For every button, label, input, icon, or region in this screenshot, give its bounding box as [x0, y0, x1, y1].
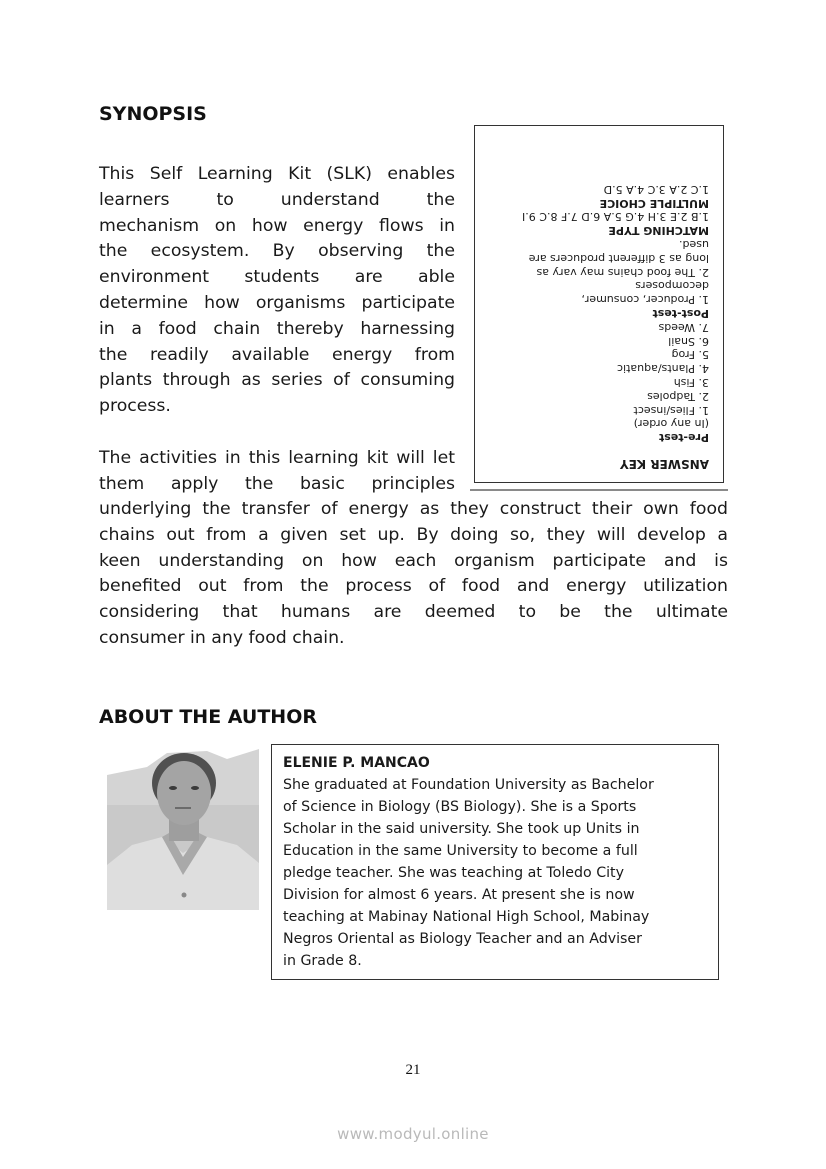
answer-key-title: ANSWER KEY	[619, 457, 709, 471]
pretest-item: 3. Fish	[673, 376, 709, 390]
text-line: learners to understand the	[99, 189, 455, 210]
pretest-note: (In any order)	[633, 417, 709, 431]
bio-line: Negros Oriental as Biology Teacher and an Adviser	[283, 931, 642, 947]
text-line: keen understanding on how each organism participate and is	[99, 550, 728, 571]
posttest-item: 1. Producer, consumer,	[581, 293, 709, 307]
bio-line: Education in the same University to become a full	[283, 843, 638, 859]
pretest-item: 5. Frog	[671, 348, 709, 362]
author-bio-box	[271, 744, 719, 980]
posttest-label: Post-test	[652, 307, 709, 321]
posttest-item: used.	[679, 238, 709, 252]
text-line: consumer in any food chain.	[99, 627, 345, 648]
multiple-choice-answers: 1.C 2.A 3.C 4.A 5.D	[603, 182, 709, 196]
divider-line	[470, 489, 728, 491]
pretest-label: Pre-test	[658, 431, 709, 445]
bio-line: Division for almost 6 years. At present she is now	[283, 887, 635, 903]
posttest-item: long as 3 different producers are	[528, 251, 709, 265]
posttest-item: decomposers	[635, 279, 709, 293]
synopsis-heading: SYNOPSIS	[99, 103, 207, 125]
bio-line: pledge teacher. She was teaching at Toledo City	[283, 865, 625, 881]
bio-line: of Science in Biology (BS Biology). She is a Sports	[283, 799, 637, 815]
text-line: them apply the basic principles	[99, 473, 455, 494]
pretest-item: 7. Weeds	[658, 320, 709, 334]
matching-label: MATCHING TYPE	[608, 224, 709, 238]
answer-key-content-upside-down	[475, 126, 723, 482]
text-line: in a food chain thereby harnessing	[99, 318, 455, 339]
posttest-item: 2. The food chains may vary as	[536, 265, 709, 279]
watermark: www.modyul.online	[337, 1125, 489, 1143]
text-line: benefited out from the process of food and energy utilization	[99, 576, 728, 597]
text-line: the readily available energy from	[99, 344, 455, 365]
text-line: determine how organisms participate	[99, 292, 455, 313]
pretest-item: 4. Plants/aquatic	[617, 362, 709, 376]
synopsis-paragraph-2-narrow	[99, 446, 455, 498]
page-number: 21	[405, 1062, 421, 1078]
multiple-choice-label: MULTIPLE CHOICE	[599, 196, 709, 210]
portrait-image-icon	[107, 745, 259, 910]
pretest-item: 6. Snail	[668, 334, 709, 348]
text-line: mechanism on how energy flows in	[99, 215, 455, 236]
bio-line: in Grade 8.	[283, 953, 362, 969]
matching-answers: 1.B 2.E 3.H 4.G 5.A 6.D 7.F 8.C 9.I	[522, 210, 709, 224]
text-line: underlying the transfer of energy as they construct their own food	[99, 499, 728, 519]
bio-line: teaching at Mabinay National High School, Mabinay	[283, 909, 650, 925]
pretest-item: 1. Flies/insect	[633, 403, 709, 417]
text-line: The activities in this learning kit will let	[99, 448, 455, 468]
pretest-item: 2. Tadpoles	[647, 389, 709, 403]
author-name: ELENIE P. MANCAO	[283, 755, 430, 771]
text-line: This Self Learning Kit (SLK) enables	[99, 164, 455, 184]
synopsis-paragraph-1	[99, 162, 455, 420]
bio-line: Scholar in the said university. She took up Units in	[283, 821, 640, 837]
about-author-heading: ABOUT THE AUTHOR	[99, 706, 317, 728]
text-line: considering that humans are deemed to be the ultimate	[99, 602, 728, 623]
text-line: plants through as series of consuming	[99, 370, 455, 391]
bio-line: She graduated at Foundation University as Bachelor	[283, 777, 654, 793]
text-line: environment students are able	[99, 267, 455, 288]
text-line: chains out from a given set up. By doing so, they will develop a	[99, 524, 728, 545]
text-line: the ecosystem. By observing the	[99, 241, 455, 262]
text-line: process.	[99, 396, 171, 417]
synopsis-paragraph-2-wide	[99, 497, 728, 652]
answer-key-box	[474, 125, 724, 483]
author-photo	[107, 745, 259, 910]
